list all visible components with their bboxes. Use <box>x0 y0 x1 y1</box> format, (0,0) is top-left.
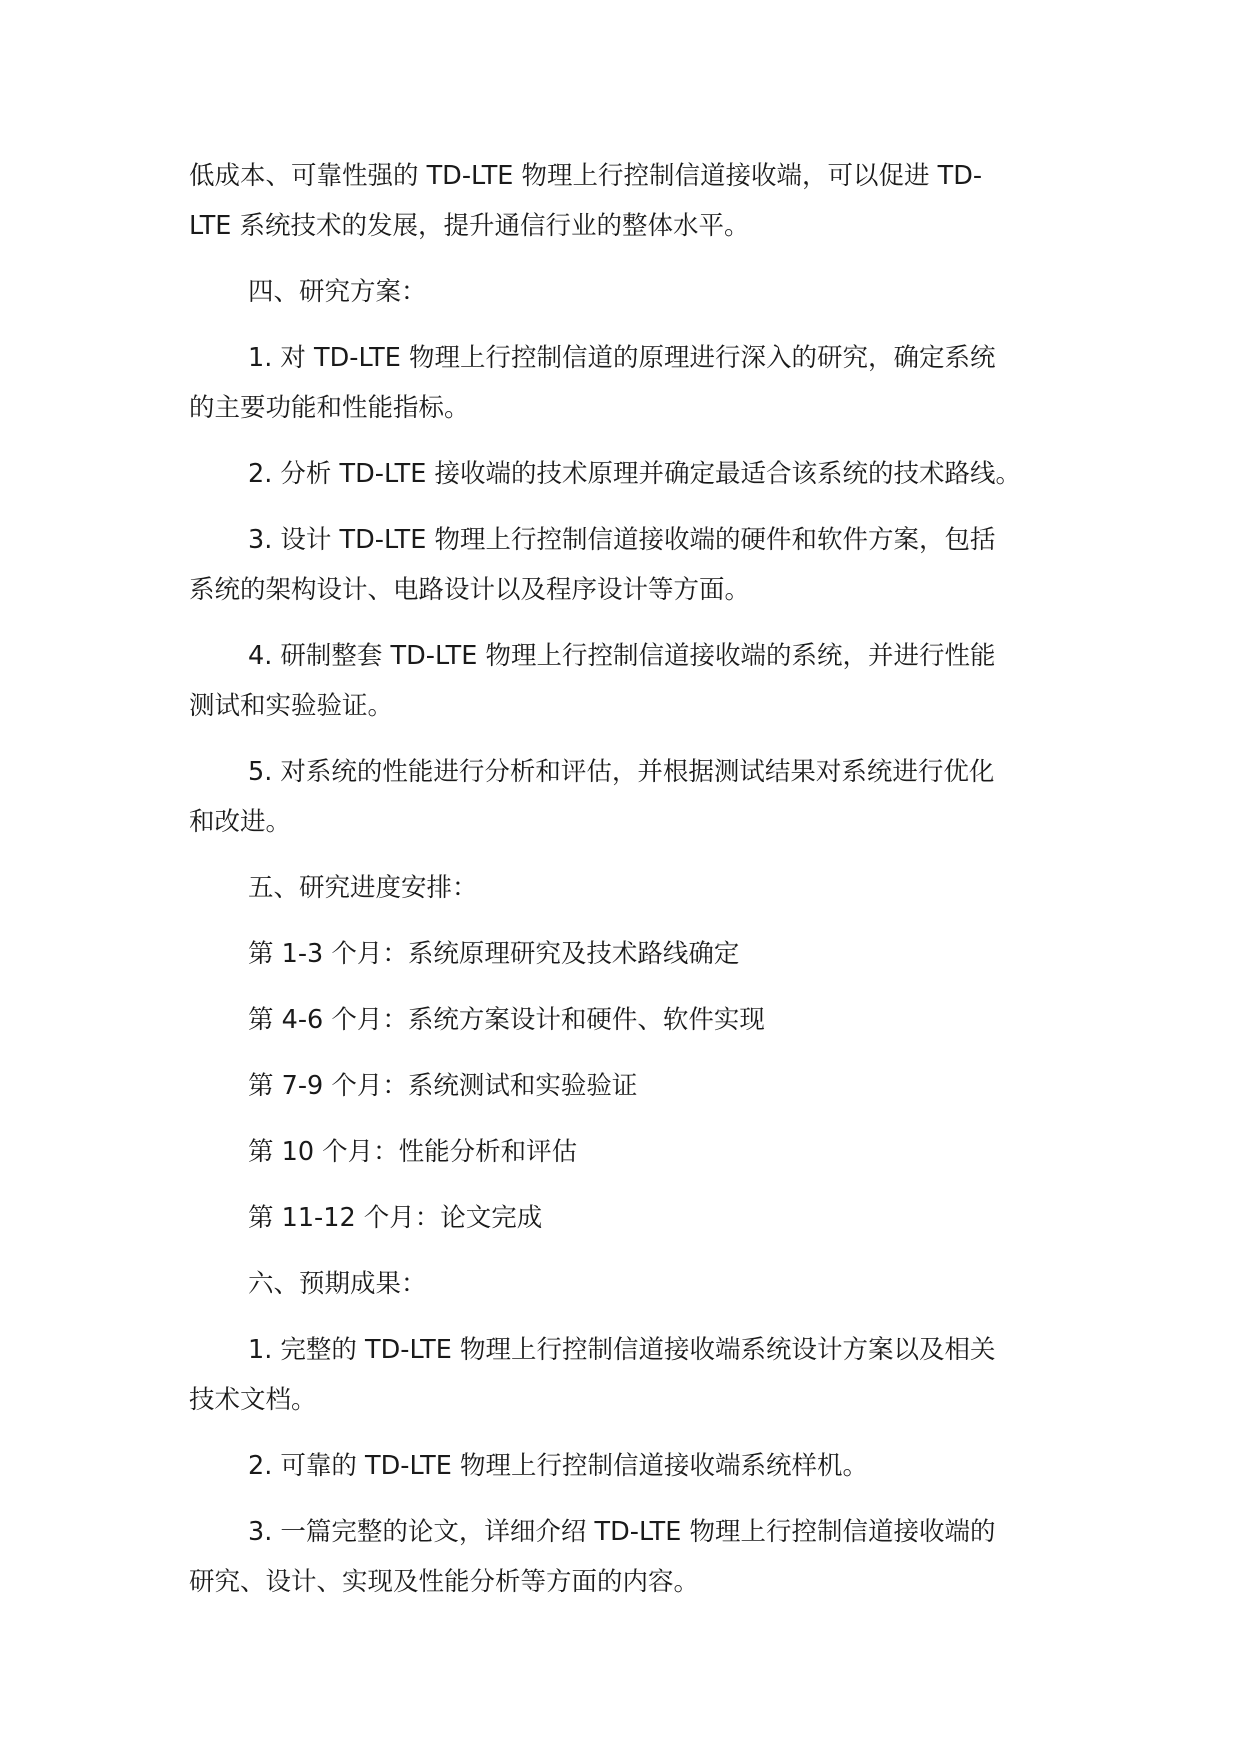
text-line: 1. 完整的 TD-LTE 物理上行控制信道接收端系统设计方案以及相关 <box>248 1335 996 1365</box>
text-line: 四、研究方案： <box>248 277 427 307</box>
text-line: 研究、设计、实现及性能分析等方面的内容。 <box>189 1567 700 1597</box>
text-line: 2. 分析 TD-LTE 接收端的技术原理并确定最适合该系统的技术路线。 <box>248 459 1021 489</box>
paragraph <box>189 151 1089 251</box>
paragraph <box>189 1061 1089 1111</box>
paragraph <box>189 631 1089 731</box>
paragraph <box>189 1127 1089 1177</box>
text-line: 2. 可靠的 TD-LTE 物理上行控制信道接收端系统样机。 <box>248 1451 868 1481</box>
text-line: 第 10 个月：性能分析和评估 <box>248 1137 578 1167</box>
text-line: 1. 对 TD-LTE 物理上行控制信道的原理进行深入的研究，确定系统 <box>248 343 996 373</box>
text-line: 第 11-12 个月：论文完成 <box>248 1203 543 1233</box>
paragraph <box>189 515 1089 615</box>
text-line: 低成本、可靠性强的 TD-LTE 物理上行控制信道接收端，可以促进 TD- <box>189 161 983 191</box>
text-line: 5. 对系统的性能进行分析和评估，并根据测试结果对系统进行优化 <box>248 757 995 787</box>
text-line: 第 1-3 个月：系统原理研究及技术路线确定 <box>248 939 740 969</box>
paragraph <box>189 449 1089 499</box>
paragraph <box>189 267 1089 317</box>
text-line: 五、研究进度安排： <box>248 873 478 903</box>
paragraph <box>189 929 1089 979</box>
paragraph <box>189 1325 1089 1425</box>
text-line: LTE 系统技术的发展，提升通信行业的整体水平。 <box>189 211 750 241</box>
text-line: 4. 研制整套 TD-LTE 物理上行控制信道接收端的系统，并进行性能 <box>248 641 996 671</box>
document-body <box>189 151 1089 1607</box>
text-line: 和改进。 <box>189 807 292 837</box>
paragraph <box>189 747 1089 847</box>
text-line: 六、预期成果： <box>248 1269 427 1299</box>
paragraph <box>189 1193 1089 1243</box>
text-line: 系统的架构设计、电路设计以及程序设计等方面。 <box>189 575 751 605</box>
text-line: 技术文档。 <box>189 1385 317 1415</box>
paragraph <box>189 995 1089 1045</box>
paragraph <box>189 1441 1089 1491</box>
paragraph <box>189 333 1089 433</box>
text-line: 的主要功能和性能指标。 <box>189 393 470 423</box>
paragraph <box>189 1259 1089 1309</box>
text-line: 3. 设计 TD-LTE 物理上行控制信道接收端的硬件和软件方案，包括 <box>248 525 996 555</box>
paragraph <box>189 863 1089 913</box>
text-line: 测试和实验验证。 <box>189 691 394 721</box>
text-line: 3. 一篇完整的论文，详细介绍 TD-LTE 物理上行控制信道接收端的 <box>248 1517 996 1547</box>
text-line: 第 4-6 个月：系统方案设计和硬件、软件实现 <box>248 1005 765 1035</box>
text-line: 第 7-9 个月：系统测试和实验验证 <box>248 1071 638 1101</box>
paragraph <box>189 1507 1089 1607</box>
